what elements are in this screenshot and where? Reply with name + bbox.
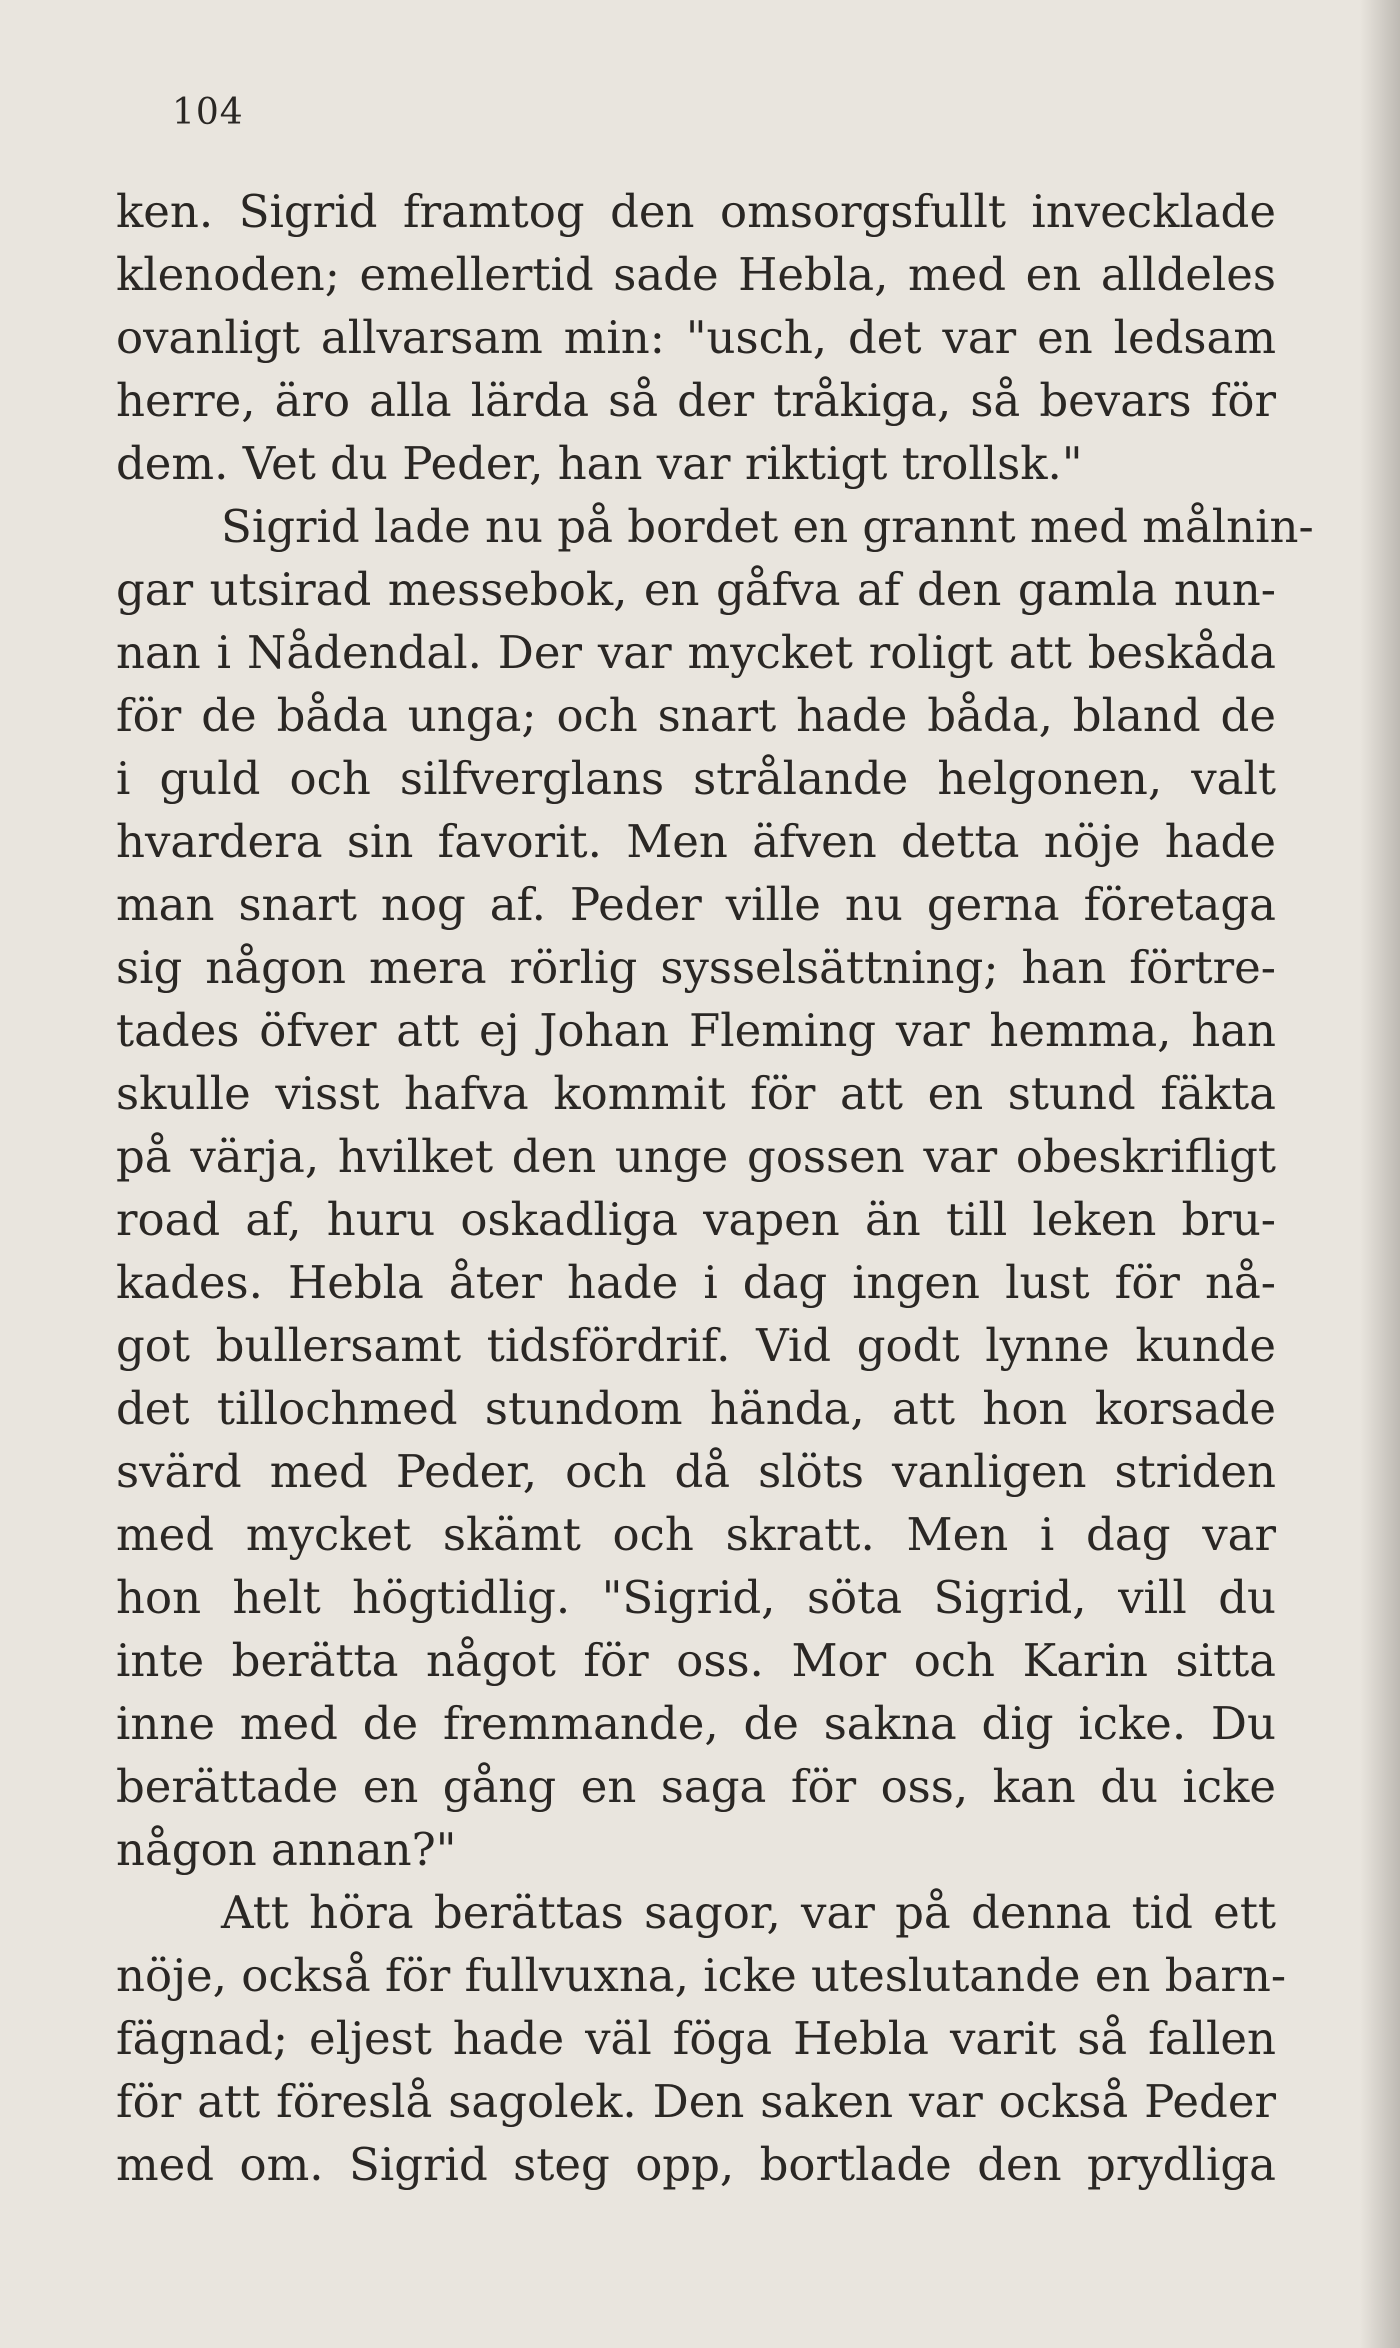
- text-line: med mycket skämt och skratt. Men i dag var: [116, 1508, 1276, 1561]
- text-line: inte berätta något för oss. Mor och Karin sitta: [116, 1634, 1276, 1687]
- text-line: för de båda unga; och snart hade båda, bland de: [116, 689, 1276, 742]
- text-line: fägnad; eljest hade väl föga Hebla varit så fallen: [116, 2012, 1276, 2065]
- text-line: nan i Nådendal. Der var mycket roligt att beskåda: [116, 626, 1276, 679]
- text-line: berättade en gång en saga för oss, kan du icke: [116, 1760, 1276, 1813]
- text-line: inne med de fremmande, de sakna dig icke. Du: [116, 1697, 1276, 1750]
- text-line: ken. Sigrid framtog den omsorgsfullt invecklade: [116, 185, 1276, 238]
- text-line: ovanligt allvarsam min: "usch, det var en ledsam: [116, 311, 1276, 364]
- body-text: [116, 180, 1314, 2196]
- text-line: hvardera sin favorit. Men äfven detta nöje hade: [116, 815, 1276, 868]
- text-line: Att höra berättas sagor, var på denna tid ett: [221, 1886, 1276, 1939]
- text-line: man snart nog af. Peder ville nu gerna företaga: [116, 878, 1276, 931]
- text-line: got bullersamt tidsfördrif. Vid godt lynne kunde: [116, 1319, 1276, 1372]
- text-line: herre, äro alla lärda så der tråkiga, så bevars för: [116, 374, 1276, 427]
- page-number: 104: [172, 92, 244, 133]
- text-line: tades öfver att ej Johan Fleming var hemma, han: [116, 1004, 1276, 1057]
- text-line: på värja, hvilket den unge gossen var obeskrifligt: [116, 1130, 1276, 1183]
- text-line: Sigrid lade nu på bordet en grannt med målnin-: [221, 500, 1314, 553]
- text-line: skulle visst hafva kommit för att en stund fäkta: [116, 1067, 1276, 1120]
- text-line: nöje, också för fullvuxna, icke uteslutande en barn-: [116, 1949, 1287, 2002]
- text-line: svärd med Peder, och då slöts vanligen striden: [116, 1445, 1276, 1498]
- text-line: hon helt högtidlig. "Sigrid, söta Sigrid, vill du: [116, 1571, 1276, 1624]
- text-line: med om. Sigrid steg opp, bortlade den prydliga: [116, 2138, 1276, 2191]
- text-line: kades. Hebla åter hade i dag ingen lust för nå-: [116, 1256, 1276, 1309]
- text-line: det tillochmed stundom hända, att hon korsade: [116, 1382, 1276, 1435]
- page-edge-shadow: [1360, 0, 1400, 2348]
- text-line: gar utsirad messebok, en gåfva af den gamla nun-: [116, 563, 1276, 616]
- text-line: i guld och silfverglans strålande helgonen, valt: [116, 752, 1276, 805]
- text-line: för att föreslå sagolek. Den saken var också Peder: [116, 2075, 1276, 2128]
- text-line: någon annan?": [116, 1823, 457, 1876]
- text-line: road af, huru oskadliga vapen än till leken bru-: [116, 1193, 1276, 1246]
- text-line: sig någon mera rörlig sysselsättning; han förtre-: [116, 941, 1276, 994]
- text-line: klenoden; emellertid sade Hebla, med en alldeles: [116, 248, 1276, 301]
- text-line: dem. Vet du Peder, han var riktigt trollsk.": [116, 437, 1083, 490]
